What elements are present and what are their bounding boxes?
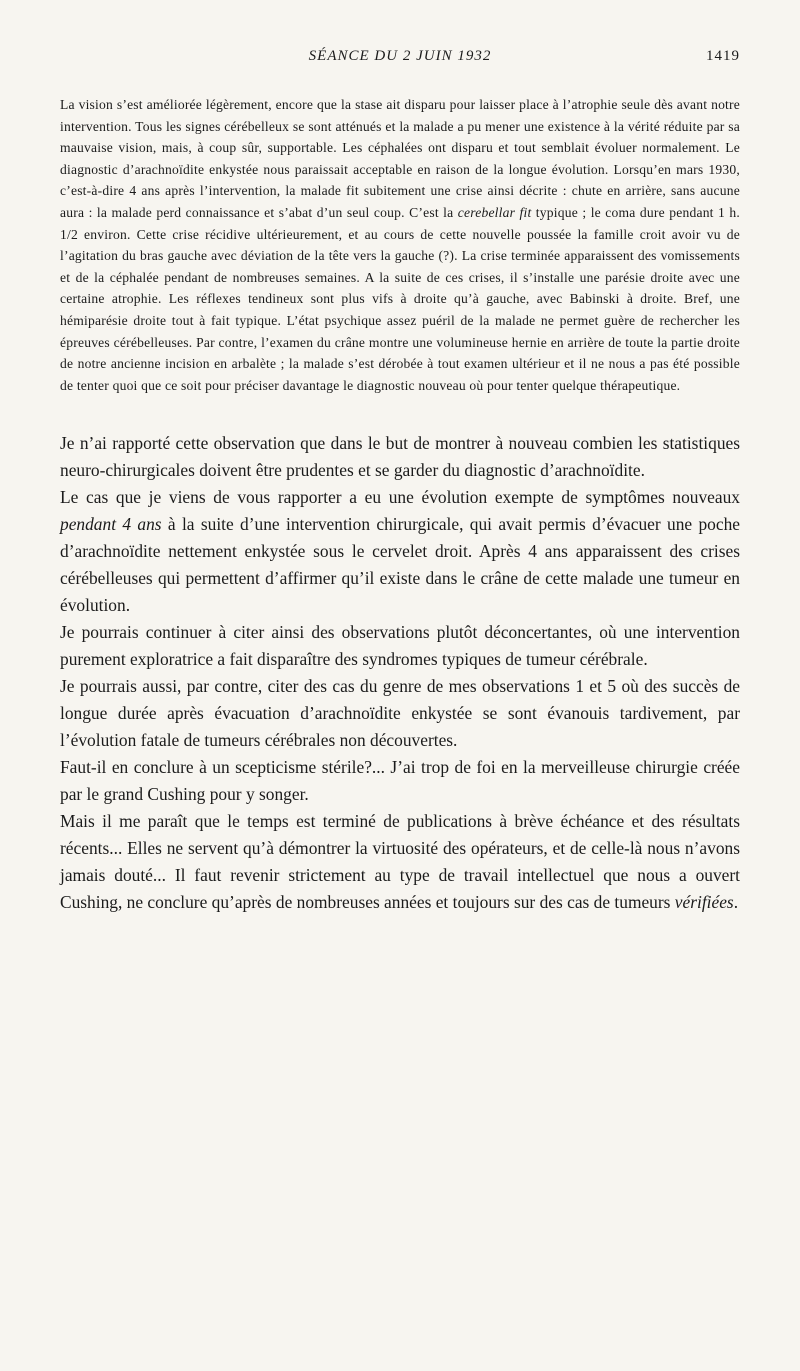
discussion-section [60,430,740,916]
running-title: SÉANCE DU 2 JUIN 1932 [308,48,492,64]
observation-emphasis: cerebellar fit [457,204,532,220]
case-observation [60,94,740,396]
discussion-p6-part-2: . [733,892,739,913]
discussion-paragraph-1: Je n’ai rapporté cette observation que dans le but de montrer à nouveau combien les statistiques neuro-chirurgicales doivent être prudentes et se garder du diagnostic d’arachnoïdite. [60,433,740,481]
discussion-paragraph-2 [60,484,740,619]
discussion-p6-emphasis: vérifiées [674,892,734,913]
discussion-paragraph-6 [60,808,740,916]
discussion-p2-emphasis: pendant 4 ans [60,514,162,535]
discussion-paragraph-3: Je pourrais continuer à citer ainsi des observations plutôt déconcertantes, où une intervention purement exploratrice a fait disparaître des syndromes typiques de tumeur cérébrale. [60,622,740,670]
running-head [60,48,740,76]
observation-paragraph [60,94,740,396]
observation-text-part-1: La vision s’est améliorée légèrement, encore que la stase ait disparu pour laisser place à l’atrophie seule dès avant notre intervention. Tous les signes cérébelleux se sont atténués et la malade a pu mener une existence à la vérité réduite par sa mauvaise vision, mais, à coup sûr, supportable. Les céphalées ont disparu et tout semblait évoluer normalement. Le diagnostic d’arachnoïdite enkystée nous paraissait acceptable en raison de la longue évolution. Lorsqu’en mars 1930, c’est-à-dire 4 ans après l’intervention, la malade fit subitement une crise ainsi décrite : chute en arrière, sans aucune aura : la malade perd connaissance et s’abat d’un seul coup. C’est la [60,97,740,220]
observation-text-part-2: typique ; le coma dure pendant 1 h. 1/2 environ. Cette crise récidive ultérieurement, et au cours de cette nouvelle poussée la famille croit avoir vu de l’agitation du bras gauche avec déviation de la tête vers la gauche (?). La crise terminée apparaissent des vomissements et de la céphalée pendant de nombreuses semaines. A la suite de ces crises, il s’installe une parésie droite avec une certaine atrophie. Les réflexes tendineux sont plus vifs à droite qu’à gauche, avec Babinski à droite. Bref, une hémiparésie droite tout à fait typique. L’état psychique assez puéril de la malade ne permet guère de rechercher les épreuves cérébelleuses. Par contre, l’examen du crâne montre une volumineuse hernie en arrière de toute la partie droite de notre ancienne incision en arbalète ; la malade s’est dérobée à tout examen ultérieur et il ne nous a pas été possible de tenter quoi que ce soit pour préciser davantage le diagnostic nouveau où pour tenter quelque thérapeutique. [60,204,741,393]
discussion-paragraph-4: Je pourrais aussi, par contre, citer des cas du genre de mes observations 1 et 5 où des succès de longue durée après évacuation d’arachnoïdite enkystée se sont évanouis tardivement, par l’évolution fatale de tumeurs cérébrales non découvertes. [60,676,740,751]
discussion-paragraph-5: Faut-il en conclure à un scepticisme stérile?... J’ai trop de foi en la merveilleuse chirurgie créée par le grand Cushing pour y songer. [60,757,740,805]
discussion-p6-part-1: Mais il me paraît que le temps est terminé de publications à brève échéance et des résultats récents... Elles ne servent qu’à démontrer la virtuosité des opérateurs, et de celle-là nous n’avons jamais douté... Il faut revenir strictement au type de travail intellectuel que nous a ouvert Cushing, ne conclure qu’après de nombreuses années et toujours sur des cas de tumeurs [60,811,740,913]
discussion-p2-part-1: Le cas que je viens de vous rapporter a eu une évolution exempte de symptômes nouveaux [60,487,740,508]
discussion-p2-part-2: à la suite d’une intervention chirurgicale, qui avait permis d’évacuer une poche d’arachnoïdite nettement enkystée sous le cervelet droit. Après 4 ans apparaissent des crises cérébelleuses qui permettent d’affirmer qu’il existe dans le crâne de cette malade une tumeur en évolution. [60,514,741,616]
journal-page [60,48,740,916]
page-number: 1419 [706,48,740,64]
